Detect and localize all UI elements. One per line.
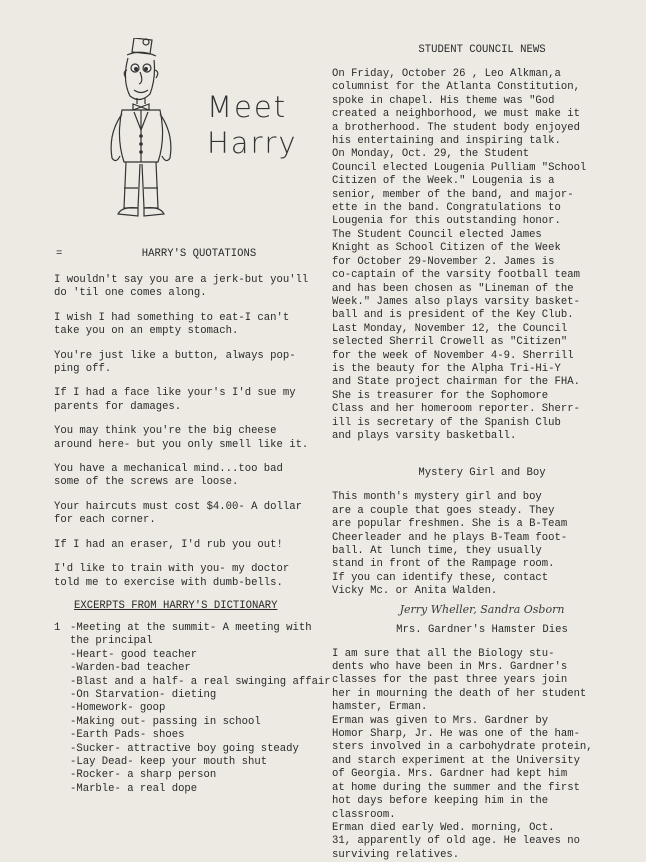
hamster-heading: Mrs. Gardner's Hamster Dies <box>396 623 568 636</box>
hamster-paragraph <box>332 715 632 822</box>
text-line: of Georgia. Mrs. Gardner had kept him <box>332 768 568 781</box>
text-line: her in mourning the death of her student <box>332 687 587 700</box>
text-line: around here- but you only smell like it. <box>54 438 309 451</box>
text-line: for October 29-November 2. James is <box>332 255 555 268</box>
text-line: senior, member of the band, and major- <box>332 188 574 201</box>
text-line: If I had a face like your's I'd sue my <box>54 387 296 400</box>
text-line: told me to exercise with dumb-bells. <box>54 576 283 589</box>
text-line: Class and her homeroom reporter. Sherr- <box>332 403 580 416</box>
quotation <box>54 539 344 552</box>
text-line: ping off. <box>54 363 112 376</box>
text-line: Erman died early Wed. morning, Oct. <box>332 821 555 834</box>
mystery-heading: Mystery Girl and Boy <box>418 467 546 480</box>
text-line: Week." James also plays varsity basket- <box>332 295 580 308</box>
quotation <box>54 274 344 301</box>
text-line: parents for damages. <box>54 400 182 413</box>
dictionary-entry: -Meeting at the summit- A meeting with <box>70 621 312 634</box>
dictionary-entry: -Earth Pads- shoes <box>70 729 185 742</box>
text-line: and has been chosen as "Lineman of the <box>332 282 574 295</box>
quotation <box>54 463 344 490</box>
text-line: I am sure that all the Biology stu- <box>332 647 555 660</box>
text-line: are a couple that goes steady. They <box>332 504 555 517</box>
text-line: created a neighborhood, we must make it <box>332 108 580 121</box>
text-line: spoke in chapel. His theme was "God <box>332 94 555 107</box>
harry-cartoon-drawing <box>100 38 180 228</box>
dictionary-entry: -On Starvation- dieting <box>70 688 217 701</box>
quotes-marker: = <box>56 248 63 260</box>
dictionary-entry: -Sucker- attractive boy going steady <box>70 742 299 755</box>
council-paragraph <box>332 229 632 323</box>
text-line: columnist for the Atlanta Constitution, <box>332 81 580 94</box>
dictionary-entry: -Heart- good teacher <box>70 648 198 661</box>
meet-title-line: Meet <box>207 90 288 124</box>
text-line: 31, apparently of old age. He leaves no <box>332 835 580 848</box>
quotes-heading: HARRY'S QUOTATIONS <box>141 248 257 260</box>
text-line: ball. At lunch time, they usually <box>332 545 542 557</box>
dictionary-entry: -Rocker- a sharp person <box>70 769 217 782</box>
text-line: selected Sherril Crowell as "Citizen" <box>332 336 568 349</box>
dictionary-entry: -Making out- passing in school <box>70 715 261 728</box>
quotation <box>54 501 344 528</box>
dictionary-list <box>54 622 344 796</box>
text-line: On Friday, October 26 , Leo Alkman,a <box>332 68 561 80</box>
text-line: at home during the summer and the first <box>332 781 580 794</box>
hamster-paragraph <box>332 822 632 862</box>
mystery-text <box>332 491 632 598</box>
text-line: You have a mechanical mind...too bad <box>54 463 283 476</box>
text-line: Erman was given to Mrs. Gardner by <box>332 714 549 727</box>
text-line: I wish I had something to eat-I can't <box>54 311 290 324</box>
text-line: hot days before keeping him in the <box>332 795 549 808</box>
text-line: co-captain of the varsity football team <box>332 269 580 282</box>
text-line: hamster, Erman. <box>332 701 428 714</box>
dictionary-entry: -Marble- a real dope <box>70 782 198 795</box>
quotation <box>54 563 344 590</box>
text-line: classes for the past three years join <box>332 674 568 687</box>
council-paragraph <box>332 148 632 228</box>
text-line: stand in front of the Rampage room. <box>332 558 555 571</box>
dictionary-entry: -Warden-bad teacher <box>70 662 191 675</box>
text-line: and starch experiment at the University <box>332 754 580 767</box>
text-line: If you can identify these, contact <box>332 571 549 584</box>
text-line: and State project chairman for the FHA. <box>332 376 580 389</box>
text-line: is the beauty for the Alpha Tri-Hi-Y <box>332 362 561 375</box>
dictionary-entry: -Homework- goop <box>70 702 166 715</box>
text-line: She is treasurer for the Sophomore <box>332 389 549 402</box>
dictionary-entry: -Lay Dead- keep your mouth shut <box>70 755 268 768</box>
text-line: ball and is president of the Key Club. <box>332 309 574 322</box>
text-line: ill is secretary of the Spanish Club <box>332 416 561 429</box>
text-line: Knight as School Citizen of the Week <box>332 242 561 255</box>
text-line: Citizen of the Week." Lougenia is a <box>332 175 555 188</box>
text-line: his entertaining and inspiring talk. <box>332 135 561 148</box>
text-line: sters involved in a carbohydrate protein, <box>332 741 593 754</box>
text-line: do 'til one comes along. <box>54 287 207 300</box>
text-line: I wouldn't say you are a jerk-but you'll <box>54 274 309 286</box>
council-paragraph <box>332 323 632 444</box>
text-line: Last Monday, November 12, the Council <box>332 322 568 335</box>
text-line: some of the screws are loose. <box>54 476 239 489</box>
text-line: and plays varsity basketball. <box>332 429 517 442</box>
dictionary-number: 1 <box>54 621 61 634</box>
right-column <box>332 44 632 862</box>
meet-harry-title <box>207 92 298 158</box>
text-line: Your haircuts must cost $4.00- A dollar <box>54 500 302 513</box>
quotation <box>54 387 344 414</box>
text-line: Lougenia for this outstanding honor. <box>332 215 561 228</box>
text-line: The Student Council elected James <box>332 228 542 241</box>
council-news <box>332 68 632 443</box>
hamster-story <box>332 648 632 862</box>
text-line: dents who have been in Mrs. Gardner's <box>332 661 568 674</box>
text-line: are popular freshmen. She is a B-Team <box>332 518 568 531</box>
text-line: On Monday, Oct. 29, the Student <box>332 148 530 161</box>
dictionary-entry: -Blast and a half- a real swinging affair <box>70 675 331 688</box>
text-line: Vicky Mc. or Anita Walden. <box>332 585 498 598</box>
quotation <box>54 312 344 339</box>
council-heading: STUDENT COUNCIL NEWS <box>418 44 546 56</box>
text-line: ette in the band. Congratulations to <box>332 202 561 215</box>
text-line: Council elected Lougenia Pulliam "School <box>332 161 587 174</box>
mystery-answer-handwritten: Jerry Wheller, Sandra Osborn <box>399 602 565 616</box>
hamster-paragraph <box>332 648 632 715</box>
text-line: If I had an eraser, I'd rub you out! <box>54 538 283 551</box>
dictionary-heading: EXCERPTS FROM HARRY'S DICTIONARY <box>74 599 278 612</box>
quotation <box>54 350 344 377</box>
text-line: You may think you're the big cheese <box>54 425 277 438</box>
text-line: You're just like a button, always pop- <box>54 349 296 362</box>
text-line: Homor Sharp, Jr. He was one of the ham- <box>332 728 580 741</box>
text-line: This month's mystery girl and boy <box>332 491 542 504</box>
text-line: a brotherhood. The student body enjoyed <box>332 121 580 134</box>
harry-title-line: Harry <box>207 126 298 160</box>
text-line: surviving relatives. <box>332 848 460 861</box>
quotes-list <box>54 274 344 590</box>
text-line: take you on an empty stomach. <box>54 325 239 338</box>
dictionary-entry: the principal <box>70 635 153 648</box>
left-column <box>54 246 344 796</box>
text-line: for the week of November 4-9. Sherrill <box>332 349 574 362</box>
quotation <box>54 425 344 452</box>
text-line: I'd like to train with you- my doctor <box>54 563 290 576</box>
text-line: for each corner. <box>54 514 156 527</box>
text-line: Cheerleader and he plays B-Team foot- <box>332 531 568 544</box>
council-paragraph <box>332 68 632 148</box>
text-line: classroom. <box>332 808 396 821</box>
